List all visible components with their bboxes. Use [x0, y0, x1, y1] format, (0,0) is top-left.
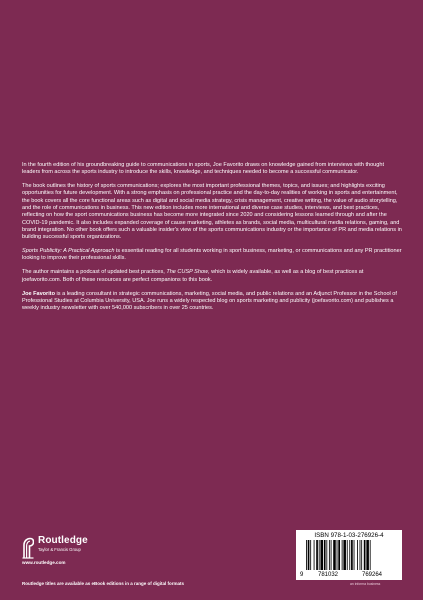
barcode-bar [319, 540, 320, 570]
barcode-bar [357, 540, 358, 570]
barcode-bar [306, 540, 307, 570]
barcode-bar [342, 540, 343, 570]
barcode-bar [337, 540, 338, 570]
barcode-bar [331, 540, 332, 570]
book-title: Sports Publicity: A Practical Approach [22, 248, 115, 255]
barcode-bar [360, 540, 361, 570]
blurb-paragraph-outline: The book outlines the history of sports communications; explores the most important professional themes, topics, and issues; and highlights exciting opportunities for future development. With a strong emphasis on professional practice and the day-to-day realities of working in sports and entertainment, the book covers all the core functional areas such as digital and social media strategy, crisis management, creative writing, the value of audio storytelling, and the role of communications in business. This new edition includes more international and diverse case studies, interviews, and best practices, reflecting on how the sport communications business has become more integrated since 2020 and considering lessons learned through and after the COVID-19 pandemic. It also includes expanded coverage of cause marketing, athletes as brands, social media, multicultural media relations, gaming, and brand integration. No other book offers such a valuable insider's view of the sports communications industry or the importance of PR and media relations in building successful sports organizations. [22, 183, 402, 241]
barcode-bar [310, 540, 311, 570]
podcast-title: The CUSP Show [166, 269, 209, 276]
barcode-bar [354, 540, 355, 570]
author-bio [22, 291, 402, 313]
barcode-bar [364, 540, 366, 570]
blurb-paragraph-podcast [22, 269, 402, 284]
podcast-text-start: The author maintains a podcast of updated best practices, [22, 269, 167, 276]
barcode-bar [349, 540, 350, 570]
publisher-logo [22, 536, 142, 559]
barcode-bar [324, 540, 326, 570]
barcode-bar [361, 540, 362, 570]
barcode-bar [351, 540, 353, 570]
blurb-paragraph-audience [22, 248, 402, 263]
ebook-footnote: Routledge titles are available as eBook editions in a range of digital formats [22, 581, 185, 586]
barcode-bar [329, 540, 330, 570]
barcode-bar [326, 540, 327, 570]
barcode-bar [338, 540, 340, 570]
routledge-logo-icon [22, 537, 34, 559]
publisher-group: Taylor & Francis Group [38, 547, 81, 552]
barcode-bar [314, 540, 315, 570]
author-name: Joe Favorito [22, 290, 55, 297]
publisher-name: Routledge [38, 535, 88, 546]
barcode-panel [296, 530, 402, 580]
publisher-url: www.routledge.com [22, 560, 66, 565]
barcode-digit-first: 9 [300, 572, 304, 578]
author-bio-text: is a leading consultant in strategic communications, marketing, social media, and public relations and an Adjunct Professor in the School of Professional Studies at Columbia University, USA. Joe runs a widely respected blog on sports marketing and publicity (joefavorito.com) and publishes a weekly industry newsletter with over 540,000 subscribers in over 25 countries. [22, 290, 397, 312]
barcode-bar [366, 540, 369, 570]
blurb-text [22, 162, 402, 319]
barcode-bar [308, 540, 310, 570]
barcode-digits-left: 781032 [317, 572, 339, 578]
barcode-bar [347, 540, 348, 570]
blurb-paragraph-intro: In the fourth edition of his groundbreaking guide to communications in sports, Joe Favorito draws on knowledge gained from interviews with thought leaders from across the sports industry to introduce the skills, knowledge, and techniques needed to become a successful communicator. [22, 162, 384, 176]
podcast-text-end: , which is widely available, as well as a blog of best practices at joefavorito.com. Both of these resources are perfect companions to this book. [22, 269, 364, 283]
barcode-digits-right: 769264 [361, 572, 383, 578]
barcode-bar [316, 540, 318, 570]
barcode-bar [320, 540, 323, 570]
barcode-bar [333, 540, 336, 570]
informa-tagline: an informa business [350, 582, 381, 586]
barcode-bar [370, 540, 371, 570]
isbn-number: ISBN 978-1-03-276926-4 [314, 532, 384, 539]
blurb-audience-text: is essential reading for all students working in sport business, marketing, or communications and any PR practitioner looking to improve their professional skills. [22, 248, 402, 262]
publisher-block [22, 536, 142, 566]
barcode-bar [343, 540, 346, 570]
